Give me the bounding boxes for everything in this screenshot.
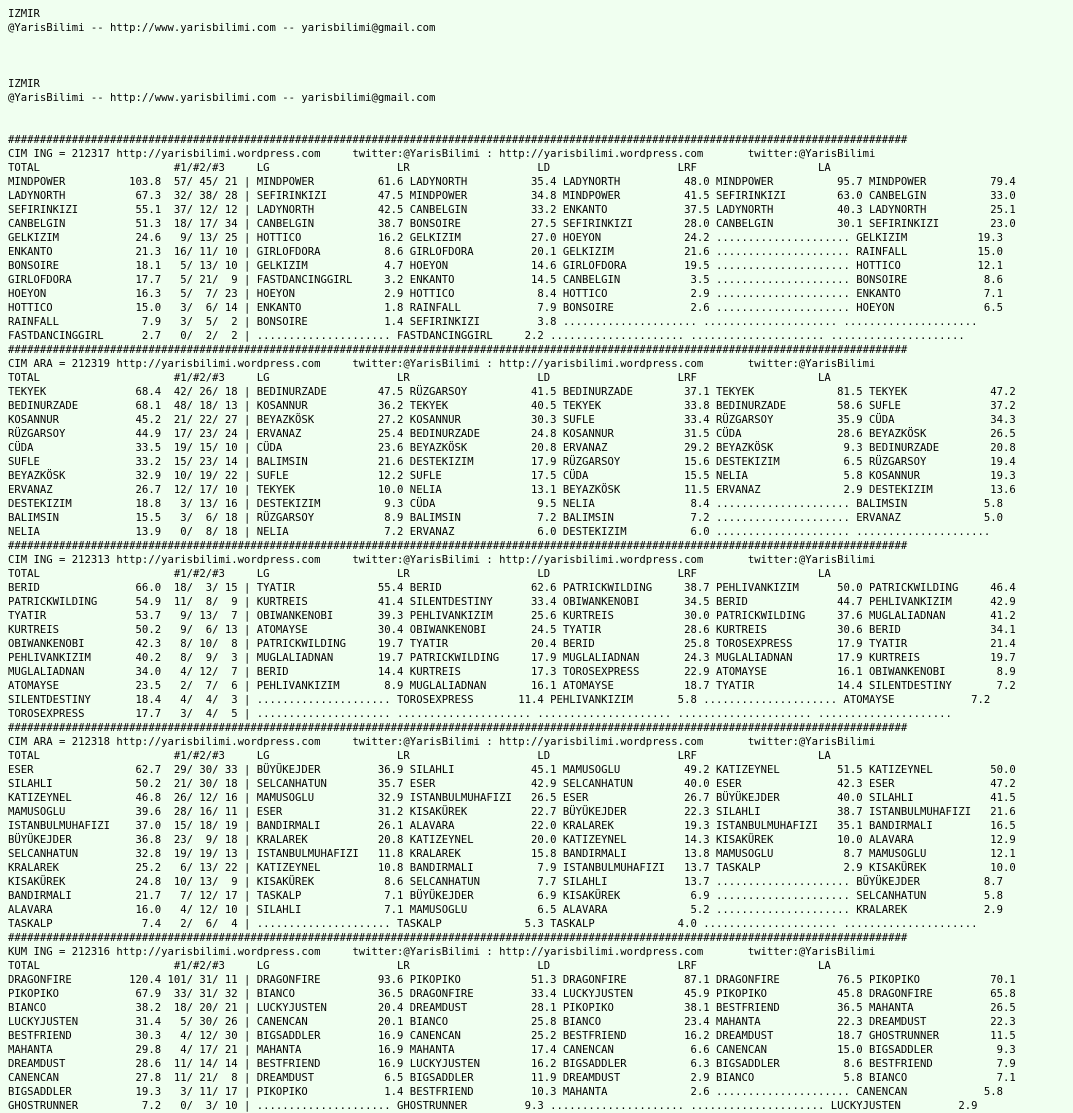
column-header: TOTAL #1/#2/#3 LG LR LD LRF LA (8, 372, 831, 384)
blank-line (8, 35, 1073, 49)
result-row: ENKANTO 21.3 16/ 11/ 10 | GIRLOFDORA 8.6 GIRLOFDORA 20.1 GELKIZIM 21.6 ..................... RAINFALL 15.0 (8, 246, 1003, 258)
result-row: BANDIRMALI 21.7 7/ 12/ 17 | TASKALP 7.1 BÜYÜKEJDER 6.9 KISAKÜREK 6.9 ..................... SELCANHATUN 5.8 (8, 890, 1003, 902)
result-row: TYATIR 53.7 9/ 13/ 7 | OBIWANKENOBI 39.3 PEHLIVANKIZIM 25.6 KURTREIS 30.0 PATRICKWILDING 37.6 MUGLALIADNAN 41.2 (8, 610, 1016, 622)
race-header: CIM ARA = 212318 http://yarisbilimi.wordpress.com twitter:@YarisBilimi : http://yarisbilimi.wordpress.com twitter:@YarisBilimi (8, 736, 876, 748)
result-row: PATRICKWILDING 54.9 11/ 8/ 9 | KURTREIS 41.4 SILENTDESTINY 33.4 OBIWANKENOBI 34.5 BERID 44.7 PEHLIVANKIZIM 42.9 (8, 596, 1016, 608)
result-row: KRALAREK 25.2 6/ 13/ 22 | KATIZEYNEL 10.8 BANDIRMALI 7.9 ISTANBULMUHAFIZI 13.7 TASKALP 2.9 KISAKÜREK 10.0 (8, 862, 1016, 874)
result-row: BIANCO 38.2 18/ 20/ 21 | LUCKYJUSTEN 20.4 DREAMDUST 28.1 PIKOPIKO 38.1 BESTFRIEND 36.5 MAHANTA 26.5 (8, 1002, 1016, 1014)
result-row: RAINFALL 7.9 3/ 5/ 2 | BONSOIRE 1.4 SEFIRINKIZI 3.8 ..................... ..................... ..................... (8, 316, 978, 328)
result-row: CANBELGIN 51.3 18/ 17/ 34 | CANBELGIN 38.7 BONSOIRE 27.5 SEFIRINKIZI 28.0 CANBELGIN 30.1 SEFIRINKIZI 23.0 (8, 218, 1016, 230)
result-row: BEDINURZADE 68.1 48/ 18/ 13 | KOSANNUR 36.2 TEKYEK 40.5 TEKYEK 33.8 BEDINURZADE 58.6 SUFLE 37.2 (8, 400, 1016, 412)
result-row: PIKOPIKO 67.9 33/ 31/ 32 | BIANCO 36.5 DRAGONFIRE 33.4 LUCKYJUSTEN 45.9 PIKOPIKO 45.8 DRAGONFIRE 65.8 (8, 988, 1016, 1000)
result-row: FASTDANCINGGIRL 2.7 0/ 2/ 2 | ..................... FASTDANCINGGIRL 2.2 ..................... ..................... ..................... (8, 330, 965, 342)
result-row: KOSANNUR 45.2 21/ 22/ 27 | BEYAZKÖSK 27.2 KOSANNUR 30.3 SUFLE 33.4 RÜZGARSOY 35.9 CÜDA 34.3 (8, 414, 1016, 426)
column-header: TOTAL #1/#2/#3 LG LR LD LRF LA (8, 750, 831, 762)
result-row: GIRLOFDORA 17.7 5/ 21/ 9 | FASTDANCINGGIRL 3.2 ENKANTO 14.5 CANBELGIN 3.5 ..................... BONSOIRE 8.6 (8, 274, 1003, 286)
result-row: BALIMSIN 15.5 3/ 6/ 18 | RÜZGARSOY 8.9 BALIMSIN 7.2 BALIMSIN 7.2 ..................... ERVANAZ 5.0 (8, 512, 1003, 524)
race-header: CIM ING = 212313 http://yarisbilimi.wordpress.com twitter:@YarisBilimi : http://yarisbilimi.wordpress.com twitter:@YarisBilimi (8, 554, 876, 566)
result-row: CANENCAN 27.8 11/ 21/ 8 | DREAMDUST 6.5 BIGSADDLER 11.9 DREAMDUST 2.9 BIANCO 5.8 BIANCO 7.1 (8, 1072, 1016, 1084)
result-row: LADYNORTH 67.3 32/ 38/ 28 | SEFIRINKIZI 47.5 MINDPOWER 34.8 MINDPOWER 41.5 SEFIRINKIZI 63.0 CANBELGIN 33.0 (8, 190, 1016, 202)
result-row: KISAKÜREK 24.8 10/ 13/ 9 | KISAKÜREK 8.6 SELCANHATUN 7.7 SILAHLI 13.7 ..................... BÜYÜKEJDER 8.7 (8, 876, 1003, 888)
result-row: SILENTDESTINY 18.4 4/ 4/ 3 | ..................... TOROSEXPRESS 11.4 PEHLIVANKIZIM 5.8 ..................... ATOMAYSE 7.2 (8, 694, 991, 706)
result-row: MAHANTA 29.8 4/ 17/ 21 | MAHANTA 16.9 MAHANTA 17.4 CANENCAN 6.6 CANENCAN 15.0 BIGSADDLER 9.3 (8, 1044, 1016, 1056)
result-row: BESTFRIEND 30.3 4/ 12/ 30 | BIGSADDLER 16.9 CANENCAN 25.2 BESTFRIEND 16.2 DREAMDUST 18.7 GHOSTRUNNER 11.5 (8, 1030, 1016, 1042)
result-row: DRAGONFIRE 120.4 101/ 31/ 11 | DRAGONFIRE 93.6 PIKOPIKO 51.3 DRAGONFIRE 87.1 DRAGONFIRE 76.5 PIKOPIKO 70.1 (8, 974, 1016, 986)
result-row: TEKYEK 68.4 42/ 26/ 18 | BEDINURZADE 47.5 RÜZGARSOY 41.5 BEDINURZADE 37.1 TEKYEK 81.5 TEKYEK 47.2 (8, 386, 1016, 398)
column-header: TOTAL #1/#2/#3 LG LR LD LRF LA (8, 162, 831, 174)
result-row: SELCANHATUN 32.8 19/ 19/ 13 | ISTANBULMUHAFIZI 11.8 KRALAREK 15.8 BANDIRMALI 13.8 MAMUSOGLU 8.7 MAMUSOGLU 12.1 (8, 848, 1016, 860)
column-header: TOTAL #1/#2/#3 LG LR LD LRF LA (8, 568, 831, 580)
result-row: TASKALP 7.4 2/ 6/ 4 | ..................... TASKALP 5.3 TASKALP 4.0 ..................... ..................... (8, 918, 978, 930)
contact-line: @YarisBilimi -- http://www.yarisbilimi.com -- yarisbilimi@gmail.com (8, 92, 436, 104)
section-separator: ############################################################################################################################################# (8, 344, 908, 356)
race-header: CIM ARA = 212319 http://yarisbilimi.wordpress.com twitter:@YarisBilimi : http://yarisbilimi.wordpress.com twitter:@YarisBilimi (8, 358, 876, 370)
result-row: BEYAZKÖSK 32.9 10/ 19/ 22 | SUFLE 12.2 SUFLE 17.5 CÜDA 15.5 NELIA 5.8 KOSANNUR 19.3 (8, 470, 1016, 482)
column-header: TOTAL #1/#2/#3 LG LR LD LRF LA (8, 960, 831, 972)
result-row: DESTEKIZIM 18.8 3/ 13/ 16 | DESTEKIZIM 9.3 CÜDA 9.5 NELIA 8.4 ..................... BALIMSIN 5.8 (8, 498, 1003, 510)
result-row: BIGSADDLER 19.3 3/ 11/ 17 | PIKOPIKO 1.4 BESTFRIEND 10.3 MAHANTA 2.6 ..................... CANENCAN 5.8 (8, 1086, 1003, 1098)
result-row: ESER 62.7 29/ 30/ 33 | BÜYÜKEJDER 36.9 SILAHLI 45.1 MAMUSOGLU 49.2 KATIZEYNEL 51.5 KATIZEYNEL 50.0 (8, 764, 1016, 776)
result-row: NELIA 13.9 0/ 8/ 18 | NELIA 7.2 ERVANAZ 6.0 DESTEKIZIM 6.0 ..................... ..................... (8, 526, 991, 538)
result-row: HOTTICO 15.0 3/ 6/ 14 | ENKANTO 1.8 RAINFALL 7.9 BONSOIRE 2.6 ..................... HOEYON 6.5 (8, 302, 1003, 314)
result-row: MINDPOWER 103.8 57/ 45/ 21 | MINDPOWER 61.6 LADYNORTH 35.4 LADYNORTH 48.0 MINDPOWER 95.7 MINDPOWER 79.4 (8, 176, 1016, 188)
result-row: LUCKYJUSTEN 31.4 5/ 30/ 26 | CANENCAN 20.1 BIANCO 25.8 BIANCO 23.4 MAHANTA 22.3 DREAMDUST 22.3 (8, 1016, 1016, 1028)
result-row: HOEYON 16.3 5/ 7/ 23 | HOEYON 2.9 HOTTICO 8.4 HOTTICO 2.9 ..................... ENKANTO 7.1 (8, 288, 1003, 300)
section-separator: ############################################################################################################################################# (8, 722, 908, 734)
blank-line (8, 63, 1073, 77)
result-row: BÜYÜKEJDER 36.8 23/ 9/ 18 | KRALAREK 20.8 KATIZEYNEL 20.0 KATIZEYNEL 14.3 KISAKÜREK 10.0 ALAVARA 12.9 (8, 834, 1016, 846)
result-row: BONSOIRE 18.1 5/ 13/ 10 | GELKIZIM 4.7 HOEYON 14.6 GIRLOFDORA 19.5 ..................... HOTTICO 12.1 (8, 260, 1003, 272)
result-row: DREAMDUST 28.6 11/ 14/ 14 | BESTFRIEND 16.9 LUCKYJUSTEN 16.2 BIGSADDLER 6.3 BIGSADDLER 8.6 BESTFRIEND 7.9 (8, 1058, 1016, 1070)
result-row: GELKIZIM 24.6 9/ 13/ 25 | HOTTICO 16.2 GELKIZIM 27.0 HOEYON 24.2 ..................... GELKIZIM 19.3 (8, 232, 1003, 244)
result-row: MUGLALIADNAN 34.0 4/ 12/ 7 | BERID 14.4 KURTREIS 17.3 TOROSEXPRESS 22.9 ATOMAYSE 16.1 OBIWANKENOBI 8.9 (8, 666, 1016, 678)
result-row: PEHLIVANKIZIM 40.2 8/ 9/ 3 | MUGLALIADNAN 19.7 PATRICKWILDING 17.9 MUGLALIADNAN 24.3 MUGLALIADNAN 17.9 KURTREIS 19.7 (8, 652, 1016, 664)
blank-line (8, 119, 1073, 133)
result-row: OBIWANKENOBI 42.3 8/ 10/ 8 | PATRICKWILDING 19.7 TYATIR 20.4 BERID 25.8 TOROSEXPRESS 17.9 TYATIR 21.4 (8, 638, 1016, 650)
result-row: KATIZEYNEL 46.8 26/ 12/ 16 | MAMUSOGLU 32.9 ISTANBULMUHAFIZI 26.5 ESER 26.7 BÜYÜKEJDER 40.0 SILAHLI 41.5 (8, 792, 1016, 804)
result-row: BERID 66.0 18/ 3/ 15 | TYATIR 55.4 BERID 62.6 PATRICKWILDING 38.7 PEHLIVANKIZIM 50.0 PATRICKWILDING 46.4 (8, 582, 1016, 594)
section-separator: ############################################################################################################################################# (8, 540, 908, 552)
result-row: RÜZGARSOY 44.9 17/ 23/ 24 | ERVANAZ 25.4 BEDINURZADE 24.8 KOSANNUR 31.5 CÜDA 28.6 BEYAZKÖSK 26.5 (8, 428, 1016, 440)
city-title: IZMIR (8, 8, 40, 20)
result-row: SILAHLI 50.2 21/ 30/ 18 | SELCANHATUN 35.7 ESER 42.9 SELCANHATUN 40.0 ESER 42.3 ESER 47.2 (8, 778, 1016, 790)
blank-line (8, 105, 1073, 119)
section-separator: ############################################################################################################################################# (8, 932, 908, 944)
race-header: CIM ING = 212317 http://yarisbilimi.wordpress.com twitter:@YarisBilimi : http://yarisbilimi.wordpress.com twitter:@YarisBilimi (8, 148, 876, 160)
result-row: SEFIRINKIZI 55.1 37/ 12/ 12 | LADYNORTH 42.5 CANBELGIN 33.2 ENKANTO 37.5 LADYNORTH 40.3 LADYNORTH 25.1 (8, 204, 1016, 216)
result-row: SUFLE 33.2 15/ 23/ 14 | BALIMSIN 21.6 DESTEKIZIM 17.9 RÜZGARSOY 15.6 DESTEKIZIM 6.5 RÜZGARSOY 19.4 (8, 456, 1016, 468)
city-title: IZMIR (8, 78, 40, 90)
blank-line (8, 49, 1073, 63)
contact-line: @YarisBilimi -- http://www.yarisbilimi.com -- yarisbilimi@gmail.com (8, 22, 436, 34)
section-separator: ############################################################################################################################################# (8, 134, 908, 146)
result-row: KURTREIS 50.2 9/ 6/ 13 | ATOMAYSE 30.4 OBIWANKENOBI 24.5 TYATIR 28.6 KURTREIS 30.6 BERID 34.1 (8, 624, 1016, 636)
result-row: ALAVARA 16.0 4/ 12/ 10 | SILAHLI 7.1 MAMUSOGLU 6.5 ALAVARA 5.2 ..................... KRALAREK 2.9 (8, 904, 1003, 916)
result-row: CÜDA 33.5 19/ 15/ 10 | CÜDA 23.6 BEYAZKÖSK 20.8 ERVANAZ 29.2 BEYAZKÖSK 9.3 BEDINURZADE 20.8 (8, 442, 1016, 454)
result-row: ERVANAZ 26.7 12/ 17/ 10 | TEKYEK 10.0 NELIA 13.1 BEYAZKÖSK 11.5 ERVANAZ 2.9 DESTEKIZIM 13.6 (8, 484, 1016, 496)
result-row: TOROSEXPRESS 17.7 3/ 4/ 5 | ..................... ..................... ..................... ..................... ..................... (8, 708, 952, 720)
result-row: GHOSTRUNNER 7.2 0/ 3/ 10 | ..................... GHOSTRUNNER 9.3 ..................... ..................... LUCKYJUSTEN 2.9 (8, 1100, 978, 1112)
result-row: ISTANBULMUHAFIZI 37.0 15/ 18/ 19 | BANDIRMALI 26.1 ALAVARA 22.0 KRALAREK 19.3 ISTANBULMUHAFIZI 35.1 BANDIRMALI 16.5 (8, 820, 1016, 832)
result-row: ATOMAYSE 23.5 2/ 7/ 6 | PEHLIVANKIZIM 8.9 MUGLALIADNAN 16.1 ATOMAYSE 18.7 TYATIR 14.4 SILENTDESTINY 7.2 (8, 680, 1016, 692)
race-header: KUM ING = 212316 http://yarisbilimi.wordpress.com twitter:@YarisBilimi : http://yarisbilimi.wordpress.com twitter:@YarisBilimi (8, 946, 876, 958)
result-row: MAMUSOGLU 39.6 28/ 16/ 11 | ESER 31.2 KISAKÜREK 22.7 BÜYÜKEJDER 22.3 SILAHLI 38.7 ISTANBULMUHAFIZI 21.6 (8, 806, 1016, 818)
